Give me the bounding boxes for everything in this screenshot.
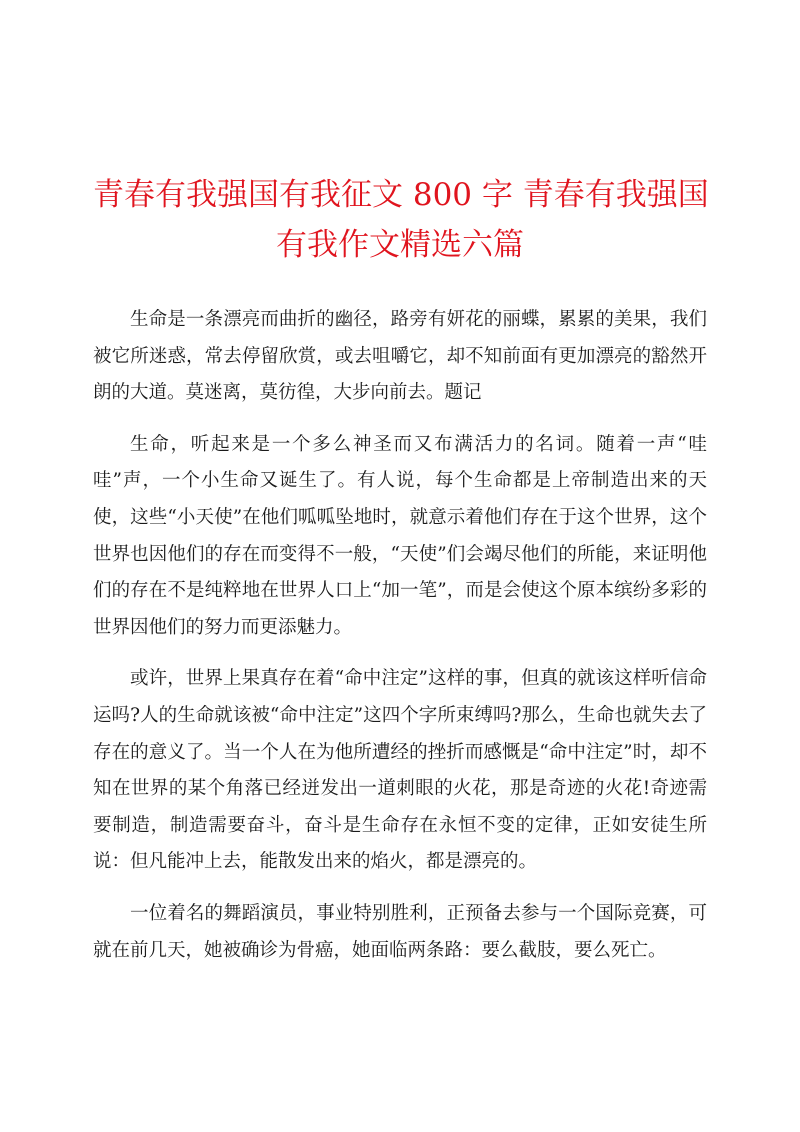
document-title <box>93 170 707 270</box>
paragraph-1: 生命是一条漂亮而曲折的幽径，路旁有妍花的丽蝶，累累的美果，我们被它所迷惑，常去停留欣赏，或去咀嚼它，却不知前面有更加漂亮的豁然开朗的大道。莫迷离，莫彷徨，大步向前去。题记 <box>93 309 707 404</box>
paragraph-2: 生命，听起来是一个多么神圣而又布满活力的名词。随着一声“哇哇”声，一个小生命又诞生了。有人说，每个生命都是上帝制造出来的天使，这些“小天使”在他们呱呱坠地时，就意示着他们存在于这个世界，这个世界也因他们的存在而变得不一般，“天使”们会竭尽他们的所能，来证明他们的存在不是纯粹地在世界人口上“加一笔”，而是会使这个原本缤纷多彩的世界因他们的努力而更添魅力。 <box>93 433 707 638</box>
document-title-line-2: 有我作文精选六篇 <box>276 227 524 263</box>
paragraph-4: 一位着名的舞蹈演员，事业特别胜利，正预备去参与一个国际竞赛，可就在前几天，她被确诊为骨癌，她面临两条路：要么截肢，要么死亡。 <box>93 902 707 961</box>
document-title-line-1: 青春有我强国有我征文 800 字 青春有我强国 <box>93 177 709 213</box>
paragraph-3: 或许，世界上果真存在着“命中注定”这样的事，但真的就该这样听信命运吗?人的生命就该被“命中注定”这四个字所束缚吗?那么，生命也就失去了存在的意义了。当一个人在为他所遭经的挫折而感慨是“命中注定”时，却不知在世界的某个角落已经迸发出一道刺眼的火花，那是奇迹的火花!奇迹需要制造，制造需要奋斗，奋斗是生命存在永恒不变的定律，正如安徒生所说：但凡能冲上去，能散发出来的焰火，都是漂亮的。 <box>93 668 707 873</box>
